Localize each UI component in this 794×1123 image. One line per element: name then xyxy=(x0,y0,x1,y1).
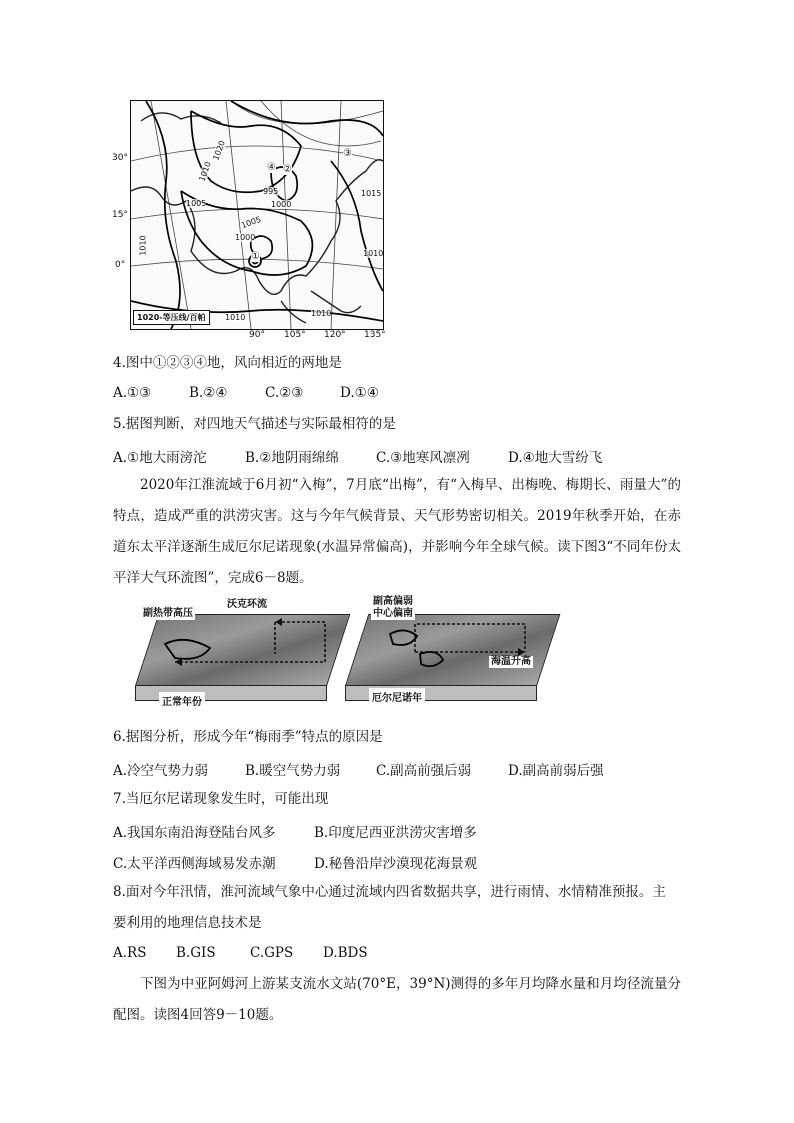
circulation-normal-year xyxy=(135,599,355,714)
q7-option-b: B.印度尼西亚洪涝灾害增多 xyxy=(314,825,477,841)
label-sea-temp-rise: 海温升高 xyxy=(491,656,531,667)
q8-option-a: A.RS xyxy=(113,945,147,961)
question-6-stem: 6.据图分析，形成今年“梅雨季”特点的原因是 xyxy=(113,729,383,745)
q4-option-a: A.①③ xyxy=(113,385,152,401)
q4-option-c: C.②③ xyxy=(265,385,304,401)
question-5-stem: 5.据图判断，对四地天气描述与实际最相符的是 xyxy=(113,416,396,432)
q6-option-c: C.副高前强后弱 xyxy=(376,763,472,779)
passage-amu-darya: 下图为中亚阿姆河上游某支流水文站(70°E，39°N)测得的多年月均降水量和月均径流量分配图。读图4回答9－10题。 xyxy=(113,976,681,1023)
circulation-el-nino-year xyxy=(345,596,565,714)
question-8-stem-line1: 8.面对今年汛情，淮河流域气象中心通过流域内四省数据共享，进行雨情、水情精准预报。主 xyxy=(113,884,666,900)
question-4-stem: 4.图中①②③④地，风向相近的两地是 xyxy=(113,355,342,371)
station-4: ④ xyxy=(267,162,276,173)
station-2: ② xyxy=(283,164,292,175)
isobar-label-1000: 1000 xyxy=(271,200,292,209)
label-walker-circulation: 沃克环流 xyxy=(227,599,267,610)
isobar-label-1015: 1015 xyxy=(361,189,382,198)
map-frame xyxy=(130,100,384,330)
isobar-label-1010-bottom: 1010 xyxy=(225,313,246,322)
lon-label-135: 135° xyxy=(364,330,386,340)
lon-label-120: 120° xyxy=(324,330,346,340)
passage-meiyu: 2020年江淮流域于6月初“入梅”，7月底“出梅”，有“入梅早、出梅晚、梅期长、雨量大”的特点，造成严重的洪涝灾害。这与今年气候背景、天气形势密切相关。2019年秋季开始，在赤道东太平洋逐渐生成厄尔尼诺现象(水温异常偏高)，并影响今年全球气候。读下图3“不同年份太平洋大气环流图”，完成6－8题。 xyxy=(113,477,681,586)
q5-option-a: A.①地大雨滂沱 xyxy=(113,450,207,466)
label-center-south: 中心偏南 xyxy=(373,608,413,619)
isobar-label-1005: 1005 xyxy=(186,199,207,208)
q7-option-d: D.秘鲁沿岸沙漠现花海景观 xyxy=(314,856,478,872)
lat-label-30: 30° xyxy=(112,153,128,163)
station-3: ③ xyxy=(343,148,352,159)
lat-label-15: 15° xyxy=(112,210,128,220)
isobar-label-995: 995 xyxy=(263,187,279,196)
isobar-label-1010: 1010 xyxy=(197,160,213,183)
map-legend: 1020-等压线/百帕 xyxy=(133,310,210,325)
q8-option-b: B.GIS xyxy=(176,945,216,961)
q6-option-a: A.冷空气势力弱 xyxy=(113,763,209,779)
question-7-stem: 7.当厄尔尼诺现象发生时，可能出现 xyxy=(113,791,329,807)
q5-option-d: D.④地大雪纷飞 xyxy=(508,450,603,466)
isobar-label-1010-east: 1010 xyxy=(311,309,332,318)
isobar-label-1010-se: 1010 xyxy=(363,249,384,258)
q8-option-c: C.GPS xyxy=(250,945,294,961)
q6-option-b: B.暖空气势力弱 xyxy=(245,763,341,779)
caption-el-nino-year: 厄尔尼诺年 xyxy=(369,688,425,705)
label-subtropical-high-weak: 副高偏弱 xyxy=(373,596,413,607)
caption-normal-year: 正常年份 xyxy=(159,692,205,709)
isobar-label-1005b: 1005 xyxy=(240,214,263,231)
isobar-label-1010-west: 1010 xyxy=(138,235,148,256)
question-8-stem-line2: 要利用的地理信息技术是 xyxy=(113,915,262,931)
q6-option-d: D.副高前弱后强 xyxy=(508,763,604,779)
q4-option-d: D.①④ xyxy=(340,385,379,401)
isobar-map-figure xyxy=(112,98,390,341)
q4-option-b: B.②④ xyxy=(189,385,228,401)
lon-label-105: 105° xyxy=(284,330,306,340)
isobar-label-1020: 1020 xyxy=(211,139,227,162)
q5-option-b: B.②地阴雨绵绵 xyxy=(245,450,339,466)
station-1: ① xyxy=(251,251,260,262)
lat-label-0: 0° xyxy=(115,260,126,270)
q5-option-c: C.③地寒风凛冽 xyxy=(376,450,470,466)
q7-option-c: C.太平洋西侧海域易发赤潮 xyxy=(113,856,276,872)
isobar-label-1000b: 1000 xyxy=(235,233,256,242)
q7-option-a: A.我国东南沿海登陆台风多 xyxy=(113,825,276,841)
lon-label-90: 90° xyxy=(249,330,265,340)
label-subtropical-high: 副热带高压 xyxy=(143,608,193,619)
q8-option-d: D.BDS xyxy=(323,945,368,961)
